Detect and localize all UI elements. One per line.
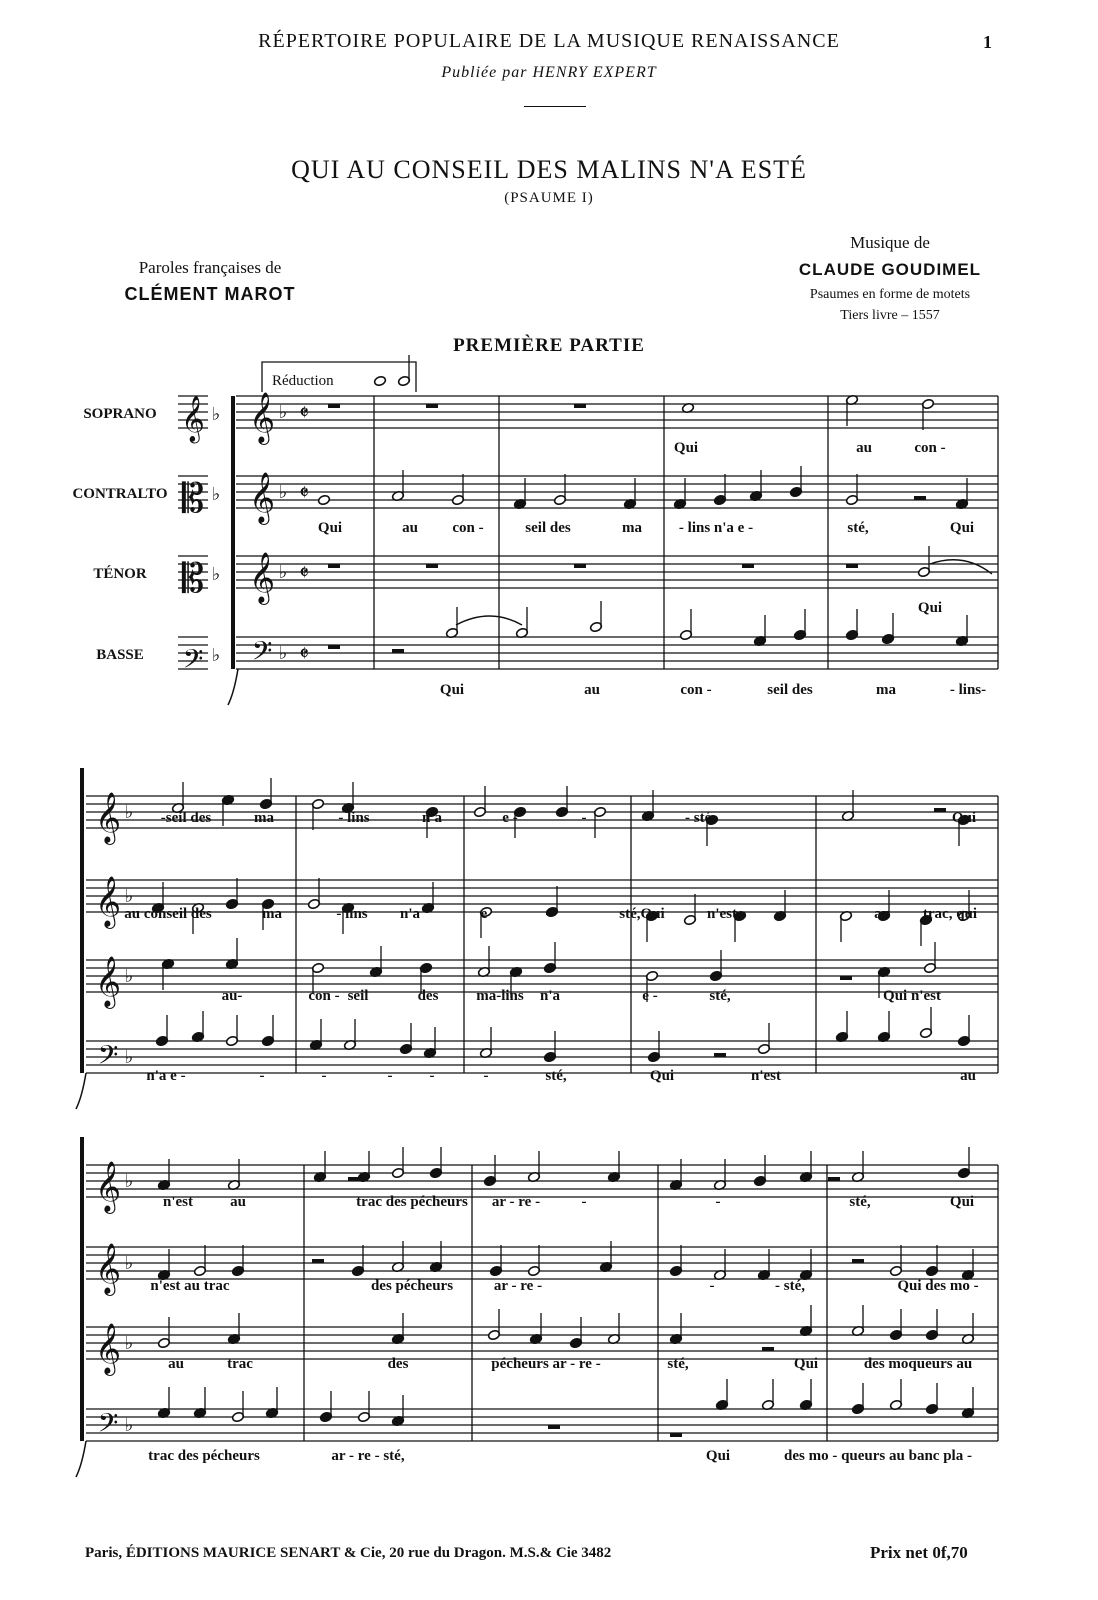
clef-icon: 𝄞 xyxy=(248,473,276,522)
rest xyxy=(426,564,438,568)
lyric-s3-v2: ar - re - xyxy=(493,1278,543,1294)
lyric-s2-v2: sté,Qui xyxy=(619,906,665,922)
lyric-s2-v3: Qui n'est xyxy=(883,988,941,1004)
clef-icon: 𝄞 xyxy=(94,1244,122,1293)
tie xyxy=(456,616,522,625)
lyric-s2-v2: - xyxy=(545,906,551,922)
lyric-s1-v4: Qui xyxy=(439,682,465,698)
incipit-clef-icon: 𝄡 xyxy=(181,476,205,521)
lyric-s3-v1: au xyxy=(230,1194,246,1210)
music-label: Musique de xyxy=(850,233,930,252)
lyric-s2-v2: au conseil des xyxy=(124,906,212,922)
rest xyxy=(328,645,340,649)
rest xyxy=(742,564,754,568)
lyric-s2-v3: con - xyxy=(308,988,340,1004)
note xyxy=(799,1305,812,1337)
note xyxy=(423,1027,436,1059)
note xyxy=(925,1309,938,1341)
lyric-s2-v4: sté, xyxy=(545,1068,567,1084)
lyric-s2-v1: n'a xyxy=(421,810,443,826)
lyric-s3-v2: Qui des mo - xyxy=(897,1278,979,1294)
note xyxy=(773,890,786,922)
lyric-s2-v1: - xyxy=(581,810,587,826)
lyric-s3-v1: Qui xyxy=(949,1194,975,1210)
rest xyxy=(914,496,926,500)
flat-sign: ♭ xyxy=(124,886,134,906)
note xyxy=(555,786,568,818)
note xyxy=(589,601,602,633)
note xyxy=(259,778,272,810)
note xyxy=(391,1313,404,1345)
lyric-s1-v4: seil des xyxy=(767,682,813,698)
lyric-s2-v2: ma xyxy=(262,906,282,922)
incipit-clef-icon: 𝄞 xyxy=(181,396,205,441)
reduction-whole-note xyxy=(373,375,386,386)
note xyxy=(669,1313,682,1345)
note xyxy=(957,1147,970,1179)
note xyxy=(925,1383,938,1415)
note xyxy=(845,474,858,506)
rest xyxy=(548,1425,560,1429)
note xyxy=(543,1031,556,1063)
note xyxy=(919,1007,932,1039)
note xyxy=(527,1245,540,1277)
bracket-tail xyxy=(76,1073,86,1109)
rest xyxy=(670,1433,682,1437)
lyric-s2-v2: n'a xyxy=(399,906,421,922)
lyric-s2-v2: au xyxy=(874,906,890,922)
editor-line: Publiée par HENRY EXPERT xyxy=(441,64,657,81)
rest xyxy=(852,1259,864,1263)
lyric-s2-v3: sté, xyxy=(709,988,731,1004)
flat-sign: ♭ xyxy=(211,564,221,584)
lyric-s1-v2: Qui xyxy=(317,520,343,536)
page-number: 1 xyxy=(983,32,992,52)
rest xyxy=(934,808,946,812)
source-line-2: Tiers livre – 1557 xyxy=(840,308,940,323)
note xyxy=(679,609,692,641)
flat-sign: ♭ xyxy=(124,1415,134,1435)
clef-icon: 𝄞 xyxy=(94,1324,122,1373)
lyric-s2-v2: n'est xyxy=(707,906,737,922)
lyric-s3-v3: sté, xyxy=(667,1356,689,1372)
note xyxy=(669,1245,682,1277)
note xyxy=(799,1249,812,1281)
note xyxy=(343,1019,356,1051)
note xyxy=(757,1023,770,1055)
clef-icon: 𝄢 xyxy=(97,1040,119,1076)
price-label: Prix net 0f,70 xyxy=(870,1543,968,1562)
incipit-clef-icon: 𝄡 xyxy=(181,556,205,601)
note xyxy=(311,798,324,830)
lyric-s3-v3: Qui xyxy=(793,1356,819,1372)
lyric-s3-v2: n'est au trac xyxy=(150,1278,230,1294)
lyrics-label: Paroles françaises de xyxy=(138,258,282,277)
note xyxy=(319,1391,332,1423)
note xyxy=(673,478,686,510)
rest xyxy=(328,564,340,568)
lyric-s1-v4: con - xyxy=(680,682,712,698)
note xyxy=(155,1015,168,1047)
note xyxy=(925,1245,938,1277)
lyric-s2-v2: - lins xyxy=(336,906,368,922)
flat-sign: ♭ xyxy=(211,645,221,665)
rest xyxy=(348,1177,360,1181)
note xyxy=(593,806,606,838)
lyric-s2-v1: - sté, xyxy=(685,810,715,826)
note xyxy=(479,1027,492,1059)
note xyxy=(921,398,934,430)
lyric-s2-v4: n'est xyxy=(751,1068,781,1084)
note xyxy=(527,1151,540,1183)
voice-label-1: SOPRANO xyxy=(83,406,157,422)
flat-sign: ♭ xyxy=(278,402,288,422)
note xyxy=(157,1159,170,1191)
note xyxy=(421,882,434,914)
note xyxy=(839,910,852,942)
lyric-s2-v2: trac, qui xyxy=(922,906,978,922)
staff-s1-v2 xyxy=(236,476,998,508)
flat-sign: ♭ xyxy=(124,1333,134,1353)
note xyxy=(757,1249,770,1281)
note xyxy=(835,1011,848,1043)
note xyxy=(851,1151,864,1183)
note xyxy=(569,1317,582,1349)
lyric-s3-v4: trac des pécheurs xyxy=(148,1448,260,1464)
note xyxy=(647,1031,660,1063)
lyric-s2-v2: e xyxy=(480,906,488,922)
note xyxy=(357,1391,370,1423)
bracket-tail xyxy=(228,669,238,705)
lyric-s3-v3: des xyxy=(387,1356,409,1372)
note xyxy=(307,878,320,910)
note xyxy=(309,1019,322,1051)
reduction-half-note xyxy=(397,355,410,387)
lyric-s2-v1: Qui xyxy=(951,810,977,826)
note xyxy=(683,894,696,926)
clef-icon: 𝄞 xyxy=(94,957,122,1006)
note xyxy=(225,1015,238,1047)
note xyxy=(261,1015,274,1047)
clef-icon: 𝄞 xyxy=(248,553,276,602)
note xyxy=(961,1387,974,1419)
note xyxy=(231,1245,244,1277)
lyric-s2-v3: ma-lins xyxy=(476,988,524,1004)
note xyxy=(429,1147,442,1179)
rest xyxy=(392,649,404,653)
note xyxy=(543,942,556,974)
note xyxy=(157,1387,170,1419)
lyric-s1-v2: con - xyxy=(452,520,484,536)
clef-icon: 𝄞 xyxy=(248,393,276,442)
note xyxy=(225,878,238,910)
note xyxy=(265,1387,278,1419)
note xyxy=(955,478,968,510)
note xyxy=(231,1391,244,1423)
flat-sign: ♭ xyxy=(278,562,288,582)
note xyxy=(877,1011,890,1043)
lyric-s3-v4: des mo - queurs au banc pla - xyxy=(784,1448,972,1464)
note xyxy=(957,1015,970,1047)
lyric-s3-v1: n'est xyxy=(163,1194,193,1210)
lyric-s1-v2: ma xyxy=(622,520,642,536)
lyric-s2-v3: des xyxy=(417,988,439,1004)
rest xyxy=(846,564,858,568)
note xyxy=(399,1023,412,1055)
note xyxy=(713,474,726,506)
lyric-s1-v1: con - xyxy=(914,440,946,456)
lyric-s2-v1: -seil des xyxy=(160,810,212,826)
staff-s1-v3 xyxy=(236,556,998,588)
rest xyxy=(312,1259,324,1263)
rest xyxy=(574,404,586,408)
clef-icon: 𝄞 xyxy=(94,877,122,926)
lyric-s3-v2: - xyxy=(709,1278,715,1294)
source-line-1: Psaumes en forme de motets xyxy=(809,287,971,302)
rest xyxy=(426,404,438,408)
lyric-s1-v4: - lins- xyxy=(949,682,987,698)
flat-sign: ♭ xyxy=(124,966,134,986)
note xyxy=(429,1241,442,1273)
note xyxy=(171,782,184,814)
lyric-s3-v3: des moqueurs au xyxy=(863,1356,973,1372)
staff-s2-v4 xyxy=(86,1041,998,1073)
note xyxy=(607,1313,620,1345)
note xyxy=(889,1309,902,1341)
flat-sign: ♭ xyxy=(211,484,221,504)
composer-name: CLAUDE GOUDIMEL xyxy=(798,260,982,279)
lyric-s3-v1: - xyxy=(581,1194,587,1210)
note xyxy=(641,790,654,822)
note xyxy=(845,609,858,641)
lyric-s2-v3: seil xyxy=(347,988,369,1004)
lyric-s2-v3: au- xyxy=(221,988,243,1004)
note xyxy=(749,470,762,502)
lyric-s1-v2: sté, xyxy=(847,520,869,536)
note xyxy=(391,1147,404,1179)
note xyxy=(917,546,930,578)
publisher-line: Paris, ÉDITIONS MAURICE SENART & Cie, 20 rue du Dragon. M.S.& Cie 3482 xyxy=(85,1545,612,1561)
lyric-s1-v4: ma xyxy=(876,682,896,698)
lyric-s1-v3: Qui xyxy=(917,600,943,616)
time-signature-icon: 𝄵 xyxy=(299,400,309,425)
note xyxy=(313,1151,326,1183)
lyric-s1-v2: - lins n'a e - xyxy=(678,520,754,536)
note xyxy=(713,1159,726,1191)
note xyxy=(607,1151,620,1183)
note-head xyxy=(373,375,386,386)
lyric-s3-v1: ar - re - xyxy=(491,1194,541,1210)
lyric-s1-v1: Qui xyxy=(673,440,699,456)
lyric-s2-v4: - xyxy=(387,1068,393,1084)
reduction-label: Réduction xyxy=(272,373,334,389)
note xyxy=(513,478,526,510)
time-signature-icon: 𝄵 xyxy=(299,560,309,585)
lyric-s3-v1: sté, xyxy=(849,1194,871,1210)
note xyxy=(489,1245,502,1277)
note xyxy=(961,1249,974,1281)
time-signature-icon: 𝄵 xyxy=(299,480,309,505)
note xyxy=(841,790,854,822)
lyric-s2-v1: ma xyxy=(254,810,274,826)
note xyxy=(789,466,802,498)
lyric-s1-v1: au xyxy=(856,440,872,456)
note xyxy=(851,1305,864,1337)
rest xyxy=(762,1347,774,1351)
lyric-s3-v1: trac des pécheurs xyxy=(356,1194,468,1210)
time-signature-icon: 𝄵 xyxy=(299,641,309,666)
note xyxy=(191,1011,204,1043)
lyric-s1-v4: au xyxy=(584,682,600,698)
lyric-s3-v4: Qui xyxy=(705,1448,731,1464)
lyric-s2-v4: n'a e - xyxy=(146,1068,186,1084)
note xyxy=(961,1313,974,1345)
part-title: PREMIÈRE PARTIE xyxy=(453,335,645,356)
lyric-s1-v2: Qui xyxy=(949,520,975,536)
note xyxy=(227,1313,240,1345)
staff-s1-v1 xyxy=(236,396,998,428)
note xyxy=(799,1379,812,1411)
note xyxy=(391,1241,404,1273)
note xyxy=(851,1383,864,1415)
note xyxy=(227,1159,240,1191)
lyric-s3-v1: - xyxy=(715,1194,721,1210)
flat-sign: ♭ xyxy=(124,1047,134,1067)
lyric-s3-v2: - sté, xyxy=(775,1278,805,1294)
note xyxy=(193,1387,206,1419)
rest xyxy=(328,404,340,408)
note xyxy=(715,1379,728,1411)
clef-icon: 𝄢 xyxy=(97,1408,119,1444)
note xyxy=(477,946,490,978)
lyric-s3-v4: ar - re - sté, xyxy=(331,1448,405,1464)
rest xyxy=(840,976,852,980)
note xyxy=(761,1379,774,1411)
lyric-s2-v3: n'a xyxy=(539,988,561,1004)
voice-label-2: CONTRALTO xyxy=(72,486,168,502)
note xyxy=(451,474,464,506)
series-title: RÉPERTOIRE POPULAIRE DE LA MUSIQUE RENAISSANCE xyxy=(258,30,840,52)
clef-icon: 𝄞 xyxy=(94,793,122,842)
note xyxy=(161,958,174,990)
staff-s2-v2 xyxy=(86,880,998,912)
note xyxy=(709,950,722,982)
note xyxy=(553,474,566,506)
note xyxy=(955,615,968,647)
lyric-s1-v2: seil des xyxy=(525,520,571,536)
lyric-s2-v4: - xyxy=(259,1068,265,1084)
flat-sign: ♭ xyxy=(211,404,221,424)
note xyxy=(889,1379,902,1411)
note xyxy=(391,1395,404,1427)
note xyxy=(793,609,806,641)
lyric-s3-v3: pécheurs ar - re - xyxy=(491,1356,601,1372)
clef-icon: 𝄢 xyxy=(251,636,273,672)
rest xyxy=(574,564,586,568)
incipit-clef-icon: 𝄢 xyxy=(182,644,204,680)
note xyxy=(221,794,234,826)
lyric-s2-v4: - xyxy=(321,1068,327,1084)
bracket-tail xyxy=(76,1441,86,1477)
flat-sign: ♭ xyxy=(124,802,134,822)
note xyxy=(881,613,894,645)
note xyxy=(473,786,486,818)
staff-s3-v4 xyxy=(86,1409,998,1441)
note xyxy=(341,782,354,814)
flat-sign: ♭ xyxy=(278,643,288,663)
flat-sign: ♭ xyxy=(124,1253,134,1273)
lyric-s3-v3: au xyxy=(168,1356,184,1372)
note xyxy=(483,1155,496,1187)
note xyxy=(799,1151,812,1183)
lyric-s2-v4: Qui xyxy=(649,1068,675,1084)
note xyxy=(193,1245,206,1277)
lyric-s2-v4: - xyxy=(429,1068,435,1084)
piece-title: QUI AU CONSEIL DES MALINS N'A ESTÉ xyxy=(291,155,807,184)
note xyxy=(487,1309,500,1341)
note xyxy=(599,1241,612,1273)
voice-label-3: TÉNOR xyxy=(93,566,147,582)
staff-s3-v1 xyxy=(86,1165,998,1197)
rest xyxy=(714,1053,726,1057)
note xyxy=(923,942,936,974)
note xyxy=(391,470,404,502)
flat-sign: ♭ xyxy=(124,1171,134,1191)
lyric-s3-v2: des pécheurs xyxy=(370,1278,454,1294)
lyric-s2-v1: e - xyxy=(502,810,518,826)
rest xyxy=(828,1177,840,1181)
note xyxy=(529,1313,542,1345)
lyricist-name: CLÉMENT MAROT xyxy=(124,284,296,304)
voice-label-4: BASSE xyxy=(96,647,144,663)
lyric-s2-v4: - xyxy=(483,1068,489,1084)
note xyxy=(225,938,238,970)
note xyxy=(623,478,636,510)
note xyxy=(669,1159,682,1191)
note xyxy=(845,394,858,426)
note xyxy=(713,1249,726,1281)
piece-subtitle: (PSAUME I) xyxy=(504,190,594,206)
clef-icon: 𝄞 xyxy=(94,1162,122,1211)
note xyxy=(157,1249,170,1281)
note-head xyxy=(317,494,330,505)
note xyxy=(889,1245,902,1277)
note xyxy=(753,1155,766,1187)
note xyxy=(369,946,382,978)
note xyxy=(445,607,458,639)
flat-sign: ♭ xyxy=(278,482,288,502)
lyric-s2-v3: e - xyxy=(642,988,658,1004)
lyric-s3-v3: trac xyxy=(227,1356,253,1372)
note xyxy=(753,615,766,647)
lyric-s2-v1: - lins xyxy=(338,810,370,826)
note xyxy=(317,494,330,505)
lyric-s2-v4: au xyxy=(960,1068,976,1084)
lyric-s1-v2: au xyxy=(402,520,418,536)
note xyxy=(351,1245,364,1277)
note xyxy=(157,1317,170,1349)
